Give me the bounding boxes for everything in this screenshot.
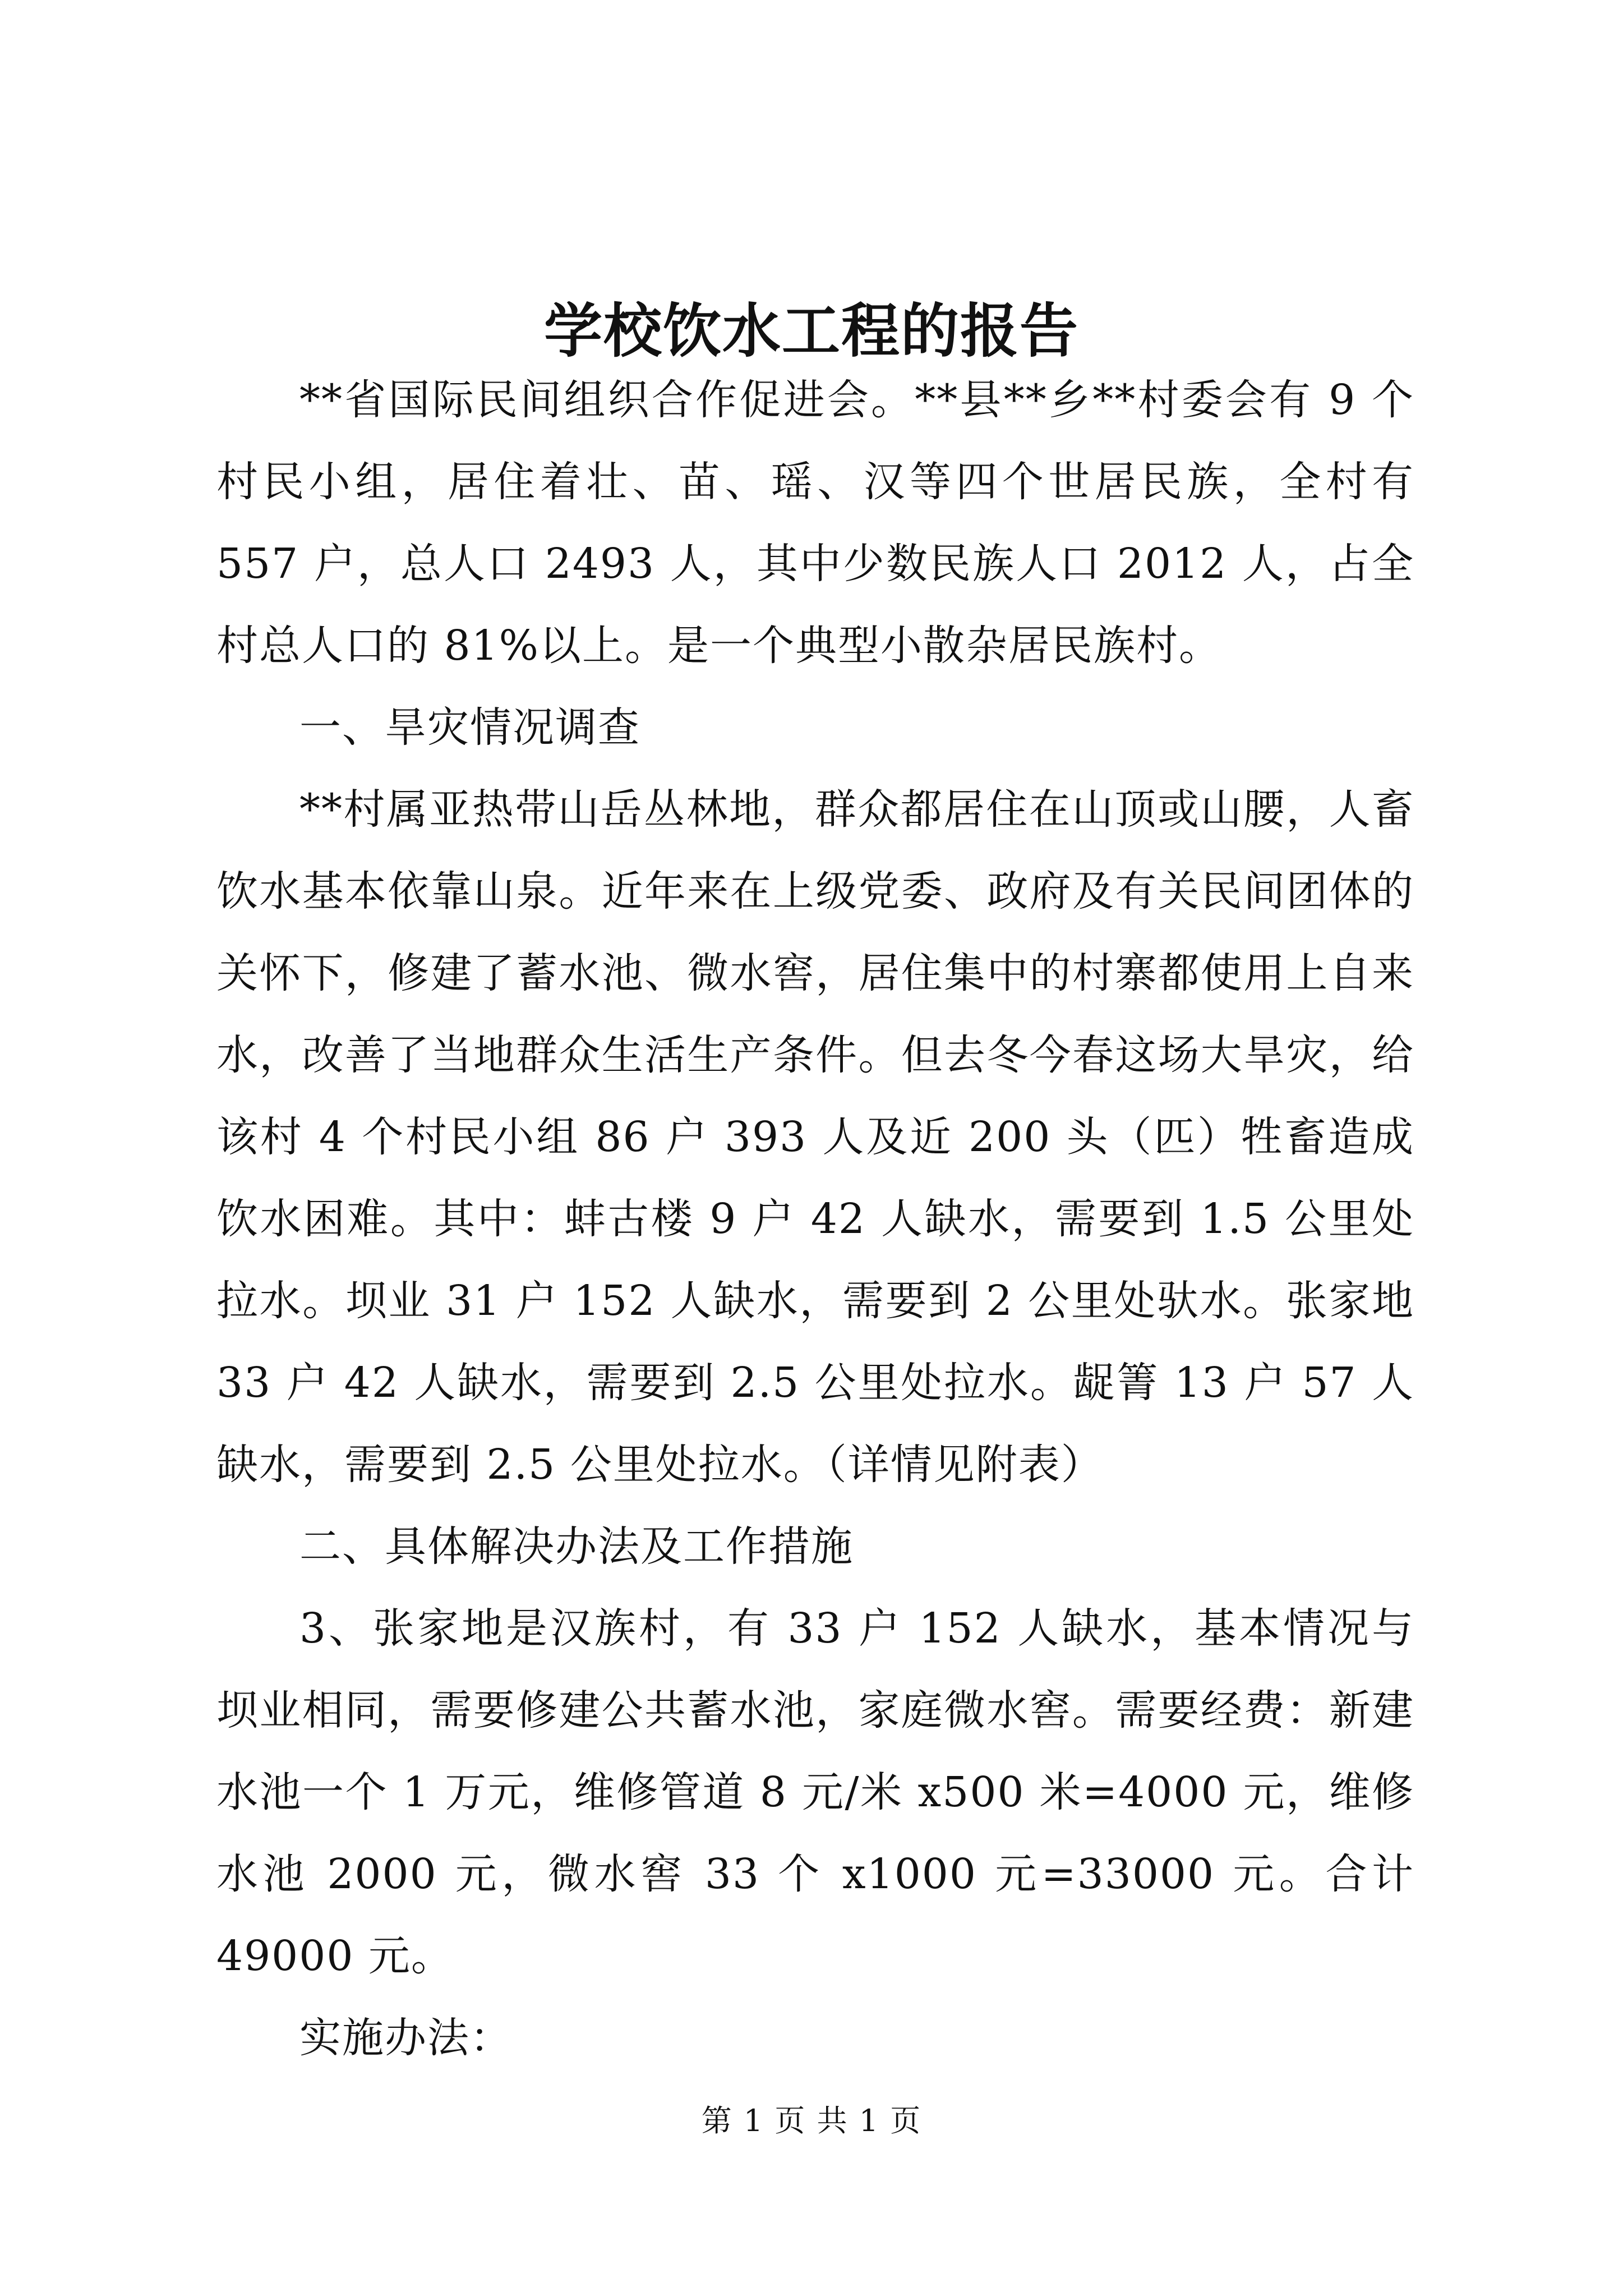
document-title: 学校饮水工程的报告 — [543, 296, 1079, 365]
document-body — [216, 359, 1414, 2079]
solution-item-paragraph: 3、张家地是汉族村，有 33 户 152 人缺水，基本情况与坝业相同，需要修建公共蓄水池，家庭微水窖。需要经费：新建水池一个 1 万元，维修管道 8 元/米 x500 米=4000 元，维修水池 2000 元，微水窖 33 个 x1000 元=33000 元。合计 49000 元。 — [216, 1604, 1414, 1980]
section-heading-solutions: 二、具体解决办法及工作措施 — [299, 1522, 854, 1571]
implementation-heading: 实施办法： — [299, 2014, 513, 2062]
intro-paragraph: **省国际民间组织合作促进会。**县**乡**村委会有 9 个村民小组，居住着壮、苗、瑶、汉等四个世居民族，全村有 557 户，总人口 2493 人，其中少数民族人口 2012 人，占全村总人口的 81%以上。是一个典型小散杂居民族村。 — [216, 376, 1414, 670]
page-footer: 第 1 页 共 1 页 — [701, 2103, 922, 2138]
drought-details-paragraph: **村属亚热带山岳丛林地，群众都居住在山顶或山腰，人畜饮水基本依靠山泉。近年来在上级党委、政府及有关民间团体的关怀下，修建了蓄水池、微水窖，居住集中的村寨都使用上自来水，改善了当地群众生活生产条件。但去冬今春这场大旱灾，给该村 4 个村民小组 86 户 393 人及近 200 头（匹）牲畜造成饮水困难。其中：蚌古楼 9 户 42 人缺水，需要到 1.5 公里处拉水。坝业 31 户 152 人缺水，需要到 2 公里处驮水。张家地 33 户 42 人缺水，需要到 2.5 公里处拉水。龊箐 13 户 57 人缺水，需要到 2.5 公里处拉水。（详情见附表） — [216, 785, 1414, 1489]
section-heading-drought-survey: 一、旱灾情况调查 — [299, 703, 640, 752]
